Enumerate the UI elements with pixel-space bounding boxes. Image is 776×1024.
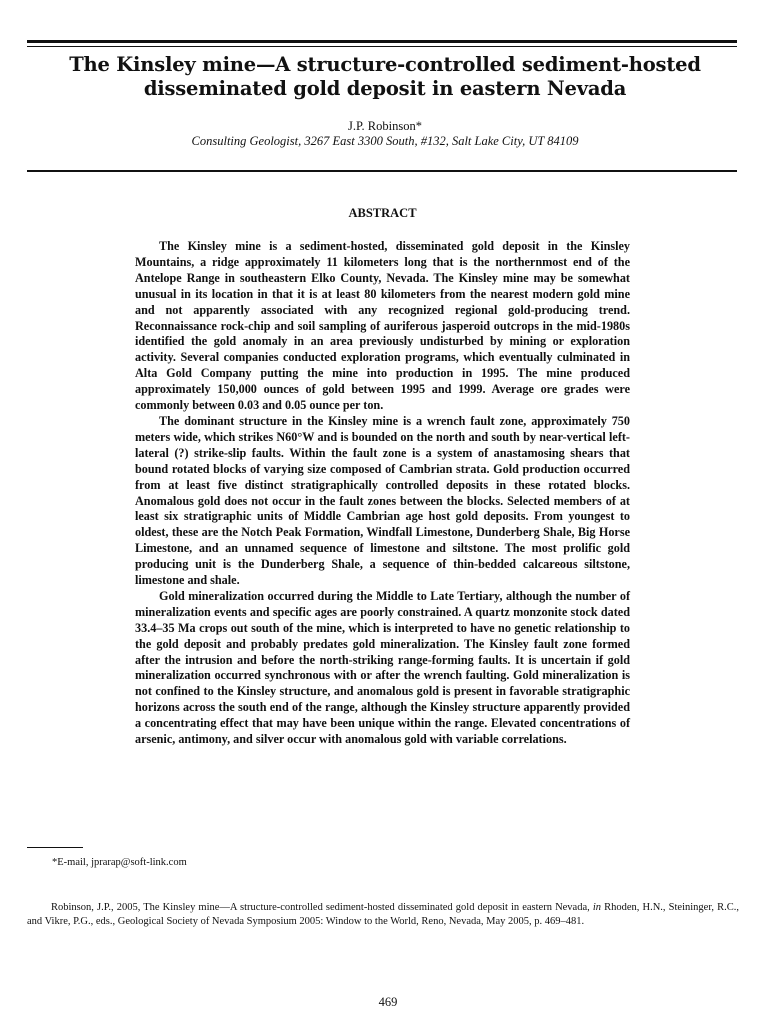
abstract-paragraph: Gold mineralization occurred during the Middle to Late Tertiary, although the number of mineralization events and specific ages are poorly constrained. A quartz monzonite stock dated 33.4–35 Ma crops out south of the mine, which is interpreted to have no genetic relationship to the gold deposit and probably predates gold mineralization. The Kinsley fault zone formed after the intrusion and before the north-striking range-forming faults. It is uncertain if gold mineralization occurred synchronous with or after the wrench faulting. Gold mineralization is not confined to the Kinsley structure, and anomalous gold is present in favorable stratigraphic horizons across the south end of the range, although the Kinsley structure apparently provided a concentrating effect that may have been unique within the range. Elevated concentrations of arsenic, antimony, and silver occur with anomalous gold with variable correlations. — [135, 588, 630, 747]
abstract-heading: ABSTRACT — [348, 206, 417, 220]
footnote-rule — [27, 847, 83, 848]
page-number: 469 — [378, 995, 398, 1009]
abstract-paragraph: The Kinsley mine is a sediment-hosted, disseminated gold deposit in the Kinsley Mountains, a ridge approximately 11 kilometers long that is the northernmost end of the Antelope Range in southeastern Elko County, Nevada. The Kinsley mine may be somewhat unusual in its location in that it is at least 80 kilometers from the nearest modern gold mine and not apparently associated with any recognized regional gold-producing trend. Reconnaissance rock-chip and soil sampling of auriferous jasperoid outcrops in the mid-1980s identified the gold anomaly in an area previously undisturbed by mining or exploration activity. Several companies conducted exploration programs, which eventually culminated in Alta Gold Company putting the mine into production in 1995. The mine produced approximately 150,000 ounces of gold between 1995 and 1999. Average ore grades were commonly between 0.03 and 0.05 ounce per ton. — [135, 239, 630, 413]
footnote-email: *E-mail, jprarap@soft-link.com — [52, 857, 187, 868]
author-affiliation: Consulting Geologist, 3267 East 3300 South, #132, Salt Lake City, UT 84109 — [191, 134, 579, 148]
header-rule-thin — [27, 46, 737, 47]
header-bottom-rule — [27, 170, 737, 172]
abstract-paragraph: The dominant structure in the Kinsley mine is a wrench fault zone, approximately 750 meters wide, which strikes N60°W and is bounded on the north and south by near-vertical left-lateral (?) strike-slip faults. Within the fault zone is a system of anastamosing shears that bound rotated blocks of varying size composed of Cambrian strata. Gold production occurred from at least five distinct stratigraphically controlled deposits in these rotated blocks. Anomalous gold does not occur in the fault zones between the blocks. Selected members of at least six stratigraphic units of Middle Cambrian age host gold deposits. From youngest to oldest, these are the Notch Peak Formation, Windfall Limestone, Dunderberg Shale, Big Horse Limestone, and an unnamed sequence of limestone and siltstone. The most prolific gold producing unit is the Dunderberg Shale, a sequence of thin-bedded calcareous siltstone, limestone and shale. — [135, 413, 630, 588]
citation-text-rest: Rhoden, H.N., Steininger, R.C., and Vikre, P.G., eds., Geological Society of Nevada Symposium 2005: Window to the World, Reno, Nevada, May 2005, p. 469–481. — [27, 902, 740, 927]
citation — [27, 901, 739, 928]
paper-title: The Kinsley mine—A structure-controlled sediment-hosted disseminated gold deposit in eastern Nevada — [69, 53, 701, 100]
citation-text: Robinson, J.P., 2005, The Kinsley mine—A structure-controlled sediment-hosted disseminated gold deposit in eastern Nevada, — [51, 902, 593, 913]
abstract-body — [135, 239, 630, 748]
author-name: J.P. Robinson* — [348, 119, 422, 133]
header-rule-thick — [27, 40, 737, 43]
citation-in: in — [592, 902, 602, 913]
